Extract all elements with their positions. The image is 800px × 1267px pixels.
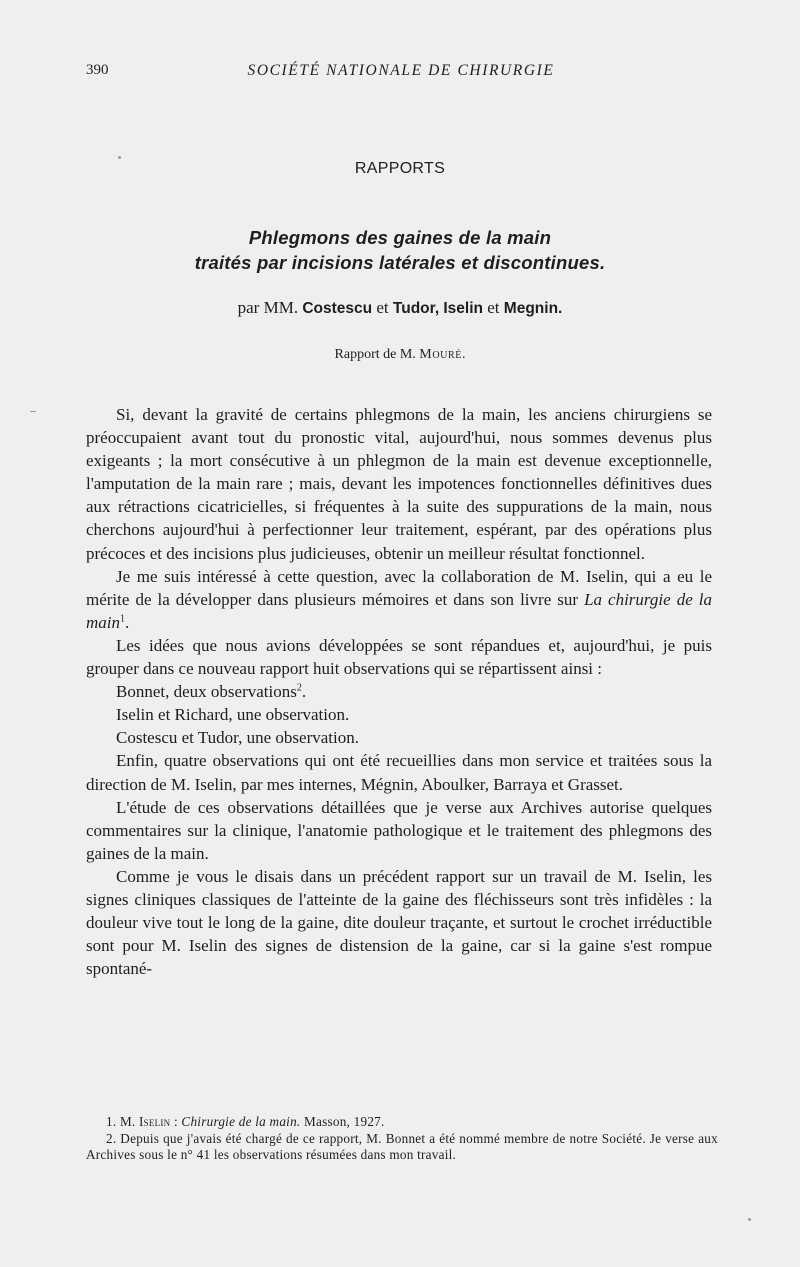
article-title <box>0 225 800 275</box>
running-head <box>86 62 716 86</box>
author-name: Iselin <box>443 300 484 317</box>
body-paragraph <box>86 565 712 634</box>
author-name: Tudor <box>392 300 435 317</box>
page-number: 390 <box>86 62 109 78</box>
footnote-publisher: Masson, 1927. <box>300 1114 385 1129</box>
body-paragraph: L'étude de ces observations détaillées que je verse aux Archives autorise quelques commentaires sur la clinique, l'anatomie pathologique et le traitement des phlegmons des gaines de la main. <box>86 797 712 863</box>
authors-line <box>0 298 800 318</box>
author-name: Megnin <box>503 300 559 317</box>
body-paragraph: Si, devant la gravité de certains phlegmons de la main, les anciens chirurgiens se préoccupaient avant tout du pronostic vital, aujourd'hui, nous sommes devenus plus exigeants ; la mort consécutive à un phlegmon de la main est devenue exceptionnelle, l'amputation de la main rare ; mais, devant les impotences fonctionnelles définitives dues aux rétractions cicatricielles, si fréquentes à la suite des suppurations de la main, nous cherchons aujourd'hui à perfectionner leur traitement, espérant, par des opérations plus précoces et des incisions plus judicieuses, obtenir un meilleur résultat fonctionnel. <box>86 405 712 563</box>
footnote-2: 2. Depuis que j'avais été chargé de ce rapport, M. Bonnet a été nommé membre de notre Société. Je verse aux Archives sous le n° 41 les observations résumées dans mon travail. <box>86 1130 718 1162</box>
footnote-author: M. Iselin <box>119 1114 171 1129</box>
body-paragraph: Iselin et Richard, une observation. <box>116 705 350 725</box>
paper-speck <box>118 156 121 159</box>
body-paragraph: Comme je vous le disais dans un précédent rapport sur un travail de M. Iselin, les signes cliniques classiques de l'atteinte de la gaine des fléchisseurs sont très infidèles : la douleur vive tout le long de la gaine, dite douleur traçante, et surtout le crochet irréductible sont pour M. Iselin des signes de distension de la gaine, car si la gaine s'est rompue spontané- <box>86 866 712 979</box>
rapporteur-line <box>0 347 800 363</box>
authors-separator: , <box>434 300 440 317</box>
paper-speck <box>748 1218 751 1221</box>
body-paragraph: Les idées que nous avions développées se sont répandues et, aujourd'hui, je puis grouper dans ce nouveau rapport huit observations qui se répartissent ainsi : <box>86 635 712 679</box>
rapporteur-name: Mouré <box>419 347 462 362</box>
author-name: Costescu <box>302 300 373 317</box>
body-paragraph <box>86 680 712 703</box>
article-title-line-2: traités par incisions latérales et discontinues. <box>194 252 606 273</box>
book-title: La chirurgie de la main <box>86 589 712 632</box>
paper-speck <box>30 411 36 412</box>
authors-prefix: par MM. <box>237 298 299 317</box>
journal-title: SOCIÉTÉ NATIONALE DE CHIRURGIE <box>247 62 555 79</box>
section-title: RAPPORTS <box>354 160 446 177</box>
body-paragraph-text: Bonnet, deux observations <box>116 682 297 702</box>
footnotes <box>86 1114 718 1164</box>
footnote-separator: : <box>170 1114 182 1129</box>
authors-separator: et <box>487 298 500 317</box>
footnote-book-title: Chirurgie de la main. <box>181 1114 301 1129</box>
footnote-ref[interactable]: 1 <box>120 613 125 625</box>
body-paragraph: Costescu et Tudor, une observation. <box>116 728 359 748</box>
rapporteur-end: . <box>461 347 466 362</box>
authors-end: . <box>558 300 563 317</box>
footnote-number: 1. <box>106 1114 117 1129</box>
authors-separator: et <box>376 298 389 317</box>
article-title-line-1: Phlegmons des gaines de la main <box>248 227 552 248</box>
paragraph-end: . <box>301 682 307 702</box>
rapporteur-prefix: Rapport de M. <box>334 347 416 362</box>
body-paragraph: Enfin, quatre observations qui ont été recueillies dans mon service et traitées sous la direction de M. Iselin, par mes internes, Mégnin, Aboulker, Barraya et Grasset. <box>86 751 712 794</box>
footnote-ref[interactable]: 2 <box>296 682 302 694</box>
article-body <box>86 403 712 980</box>
footnote-1 <box>86 1114 718 1131</box>
body-paragraph-text: Je me suis intéressé à cette question, avec la collaboration de M. Iselin, qui a eu le mérite de la développer dans plusieurs mémoires et dans son livre sur <box>86 566 712 609</box>
paragraph-end: . <box>125 612 130 632</box>
